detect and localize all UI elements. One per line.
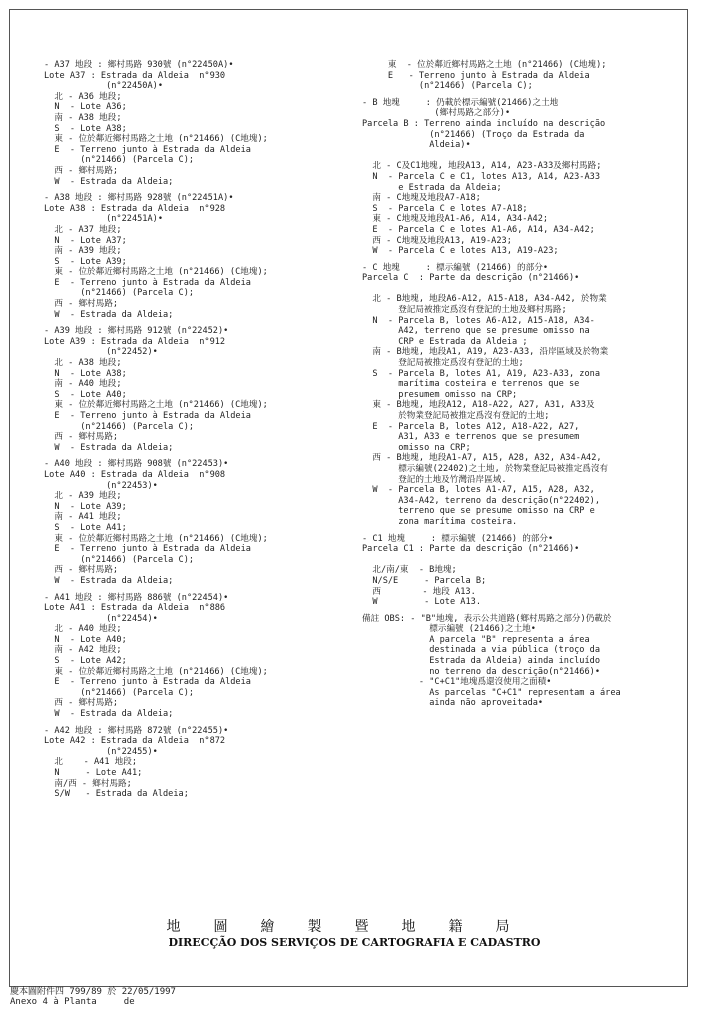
right-column-text-line: Aldeia)• (362, 140, 471, 151)
right-column-text-line: W - Lote A13. (362, 597, 481, 608)
right-column-text-line: 東 - 位於鄰近鄉村馬路之土地 (n°21466) (C地塊); (362, 60, 607, 70)
annex-line-1: 慶本圖附件四 799/89 於 22/05/1997 (10, 987, 176, 997)
right-column-text-line: Estrada da Aldeia) ainda incluído (362, 656, 600, 667)
left-column-text-line: 南 - A39 地段; (44, 246, 122, 257)
left-column-text-line: 西 - 鄉村馬路; (44, 565, 119, 576)
left-column-text-line: Lote A38 : Estrada da Aldeia n°928 (44, 203, 226, 214)
left-column-text-line: S - Lote A40; (44, 389, 127, 400)
right-column-text-line: presumem omisso na CRP; (362, 389, 518, 400)
left-column-text-line: 東 - 位於鄰近鄉村馬路之土地 (n°21466) (C地塊); (44, 533, 268, 544)
left-column-text-line: N - Lote A41; (44, 768, 143, 778)
left-column-text-line: 南 - A41 地段; (44, 512, 122, 523)
left-column-text-line: 西 - 鄉村馬路; (44, 299, 119, 310)
left-column-text-line: Lote A42 : Estrada da Aldeia n°872 (44, 736, 226, 747)
left-column-text-line: S - Lote A42; (44, 656, 127, 667)
right-column-section (362, 263, 682, 528)
left-column-text-line: E - Terreno junto à Estrada da Aldeia (44, 277, 251, 288)
left-column-text-line: Lote A37 : Estrada da Aldeia n°930 (44, 70, 226, 81)
left-column-text-line: N - Lote A37; (44, 235, 127, 246)
left-column-text-line: 北 - A41 地段; (44, 757, 138, 768)
right-column-text-line: CRP e Estrada da Aldeia ; (362, 336, 528, 347)
left-column-text-line: N - Lote A39; (44, 501, 127, 512)
left-column-text-line: 南 - A38 地段; (44, 112, 122, 123)
right-column-text-line: 標示編號(22402)之土地, 於物業登記局被推定爲沒有 (362, 463, 609, 474)
right-column-text-line: 備註 OBS: - "B"地塊, 表示公共道路(鄉村馬路之部分)仍載於 (362, 613, 612, 624)
left-column-text-line: 南 - A42 地段; (44, 645, 122, 656)
right-column-text-line: Parcela C : Parte da descrição (n°21466)• (362, 273, 580, 284)
left-column-text-line: (n°22451A)• (44, 214, 163, 225)
right-column-text-line: 西 - B地塊, 地段A1-A7, A15, A28, A32, A34-A42, (362, 453, 602, 464)
right-column-text-line: W - Parcela B, lotes A1-A7, A15, A28, A32, (362, 485, 595, 496)
right-column-text-line: As parcelas "C+C1" representam a área (362, 687, 621, 698)
left-column-text-line: (n°21466) (Parcela C); (44, 155, 195, 166)
agency-name-portuguese: DIRECÇÃO DOS SERVIÇOS DE CARTOGRAFIA E CADASTRO (168, 936, 541, 949)
left-column-text-line: E - Terreno junto à Estrada da Aldeia (44, 544, 251, 555)
left-column-text-line: - A37 地段 : 鄉村馬路 930號 (n°22450A)• (44, 60, 234, 70)
right-column-text-line: zona marítima costeira. (362, 516, 518, 527)
left-column-text-line: 北 - A40 地段; (44, 624, 122, 635)
left-column-text-line: W - Estrada da Aldeia; (44, 575, 174, 586)
left-column-text-line: W - Estrada da Aldeia; (44, 442, 174, 453)
left-column-text-line: E - Terreno junto à Estrada da Aldeia (44, 411, 251, 421)
right-column-text-line: N - Parcela C e C1, lotes A13, A14, A23-A33 (362, 171, 600, 182)
right-column-text-line: E - Parcela C e lotes A1-A6, A14, A34-A42; (362, 224, 595, 235)
right-column-text-line: terreno que se presume omisso na CRP e (362, 506, 595, 517)
right-column-text-line: (n°21466) (Parcela C); (362, 81, 533, 92)
left-column-text-line: 北 - A36 地段; (44, 91, 122, 102)
left-column-text-line: Lote A41 : Estrada da Aldeia n°886 (44, 603, 226, 614)
left-column-text-line: (n°22450A)• (44, 81, 163, 92)
left-column-text-line: - A41 地段 : 鄉村馬路 886號 (n°22454)• (44, 592, 229, 603)
right-column-section (362, 534, 682, 608)
left-column-text-line: W - Estrada da Aldeia; (44, 709, 174, 720)
left-column-text-line: S - Lote A41; (44, 522, 127, 533)
left-column-text-line: 南 - A40 地段; (44, 379, 122, 390)
left-column-text-line: (n°21466) (Parcela C); (44, 554, 195, 565)
right-column-text-line: (鄉村馬路之部分)• (362, 108, 511, 119)
right-column-text-line: 北 - C及C1地塊, 地段A13, A14, A23-A33及鄉村馬路; (362, 161, 602, 172)
left-column-section (44, 326, 344, 453)
left-column-text-line: (n°22455)• (44, 746, 158, 757)
right-column-text-line: 北 - B地塊, 地段A6-A12, A15-A18, A34-A42, 於物業 (362, 294, 607, 305)
right-column-text-line: W - Parcela C e lotes A13, A19-A23; (362, 246, 559, 257)
left-column-text-line: - A38 地段 : 鄉村馬路 928號 (n°22451A)• (44, 193, 234, 204)
left-column-text-line: N - Lote A40; (44, 634, 127, 645)
annex-line-2: Anexo 4 à Planta de (10, 997, 135, 1007)
left-column-text-line: 北 - A37 地段; (44, 224, 122, 235)
left-column-text-line: 西 - 鄉村馬路; (44, 165, 119, 176)
right-column-text-line: 西 - C地塊及地段A13, A19-A23; (362, 235, 512, 246)
right-column-text-line: - B 地塊 : 仍載於標示編號(21466)之土地 (362, 97, 559, 108)
right-column-text-line: - C1 地塊 : 標示編號 (21466) 的部分• (362, 533, 554, 544)
right-column-text-line: e Estrada da Aldeia; (362, 182, 502, 193)
right-column-text-line: - C 地塊 : 標示編號 (21466) 的部分• (362, 262, 548, 273)
right-column-text-line: N - Parcela B, lotes A6-A12, A15-A18, A34- (362, 315, 595, 326)
left-column-section (44, 60, 344, 187)
left-column-text-line: 東 - 位於鄰近鄉村馬路之土地 (n°21466) (C地塊); (44, 134, 268, 145)
left-column-text-line: (n°22454)• (44, 613, 158, 624)
right-column-text-line: 東 - C地塊及地段A1-A6, A14, A34-A42; (362, 214, 549, 225)
left-column-text-line: - A39 地段 : 鄉村馬路 912號 (n°22452)• (44, 326, 229, 337)
right-column-text-line: S - Parcela B, lotes A1, A19, A23-A33, zona (362, 368, 600, 379)
left-column-text-line: 東 - 位於鄰近鄉村馬路之土地 (n°21466) (C地塊); (44, 267, 268, 278)
right-column (362, 60, 682, 715)
left-column-text-line: S - Lote A39; (44, 256, 127, 267)
right-column-text-line: omisso na CRP; (362, 442, 471, 453)
right-column-text-line: A31, A33 e terrenos que se presumem (362, 432, 580, 443)
right-column-text-line: E - Parcela B, lotes A12, A18-A22, A27, (362, 421, 580, 432)
right-column-text-line (362, 151, 682, 162)
right-column-text-line: E - Terreno junto à Estrada da Aldeia (362, 70, 590, 81)
right-column-text-line: 登記局被推定爲沒有登記的土地及鄉村馬路; (362, 305, 567, 316)
right-column-text-line (362, 555, 682, 566)
left-column-text-line: 西 - 鄉村馬路; (44, 698, 119, 709)
right-column-text-line: Parcela C1 : Parte da descrição (n°21466)• (362, 544, 580, 555)
left-column-text-line: E - Terreno junto à Estrada da Aldeia (44, 144, 251, 155)
right-column-text-line: no terreno da descrição(n°21466)• (362, 666, 600, 677)
left-column-text-line: (n°22453)• (44, 480, 158, 491)
right-column-text-line: (n°21466) (Troço da Estrada da (362, 129, 585, 140)
right-column-text-line (362, 284, 682, 295)
left-column (44, 60, 344, 806)
right-column-text-line: N/S/E - Parcela B; (362, 575, 487, 586)
right-column-text-line: 登記的土地及竹灣沿岸區域. (362, 474, 507, 485)
agency-name-chinese: 地圖繪製暨地籍局 (166, 919, 543, 935)
right-column-text-line: Parcela B : Terreno ainda incluído na descrição (362, 118, 606, 129)
left-column-text-line: (n°22452)• (44, 347, 158, 358)
right-column-text-line: - "C+C1"地塊爲還沒使用之面積• (362, 677, 552, 688)
left-column-text-line: (n°21466) (Parcela C); (44, 288, 195, 299)
left-column-text-line: Lote A39 : Estrada da Aldeia n°912 (44, 336, 226, 347)
right-column-text-line: 標示編號 (21466)之土地• (362, 624, 536, 635)
left-column-text-line: N - Lote A38; (44, 368, 127, 379)
annex-reference (10, 987, 176, 1007)
left-column-text-line: N - Lote A36; (44, 102, 127, 113)
right-column-text-line: A34-A42, terreno da descrição(n°22402), (362, 495, 600, 506)
right-column-text-line: A42, terreno que se presume omisso na (362, 326, 590, 337)
right-column-text-line: 東 - B地塊, 地段A12, A18-A22, A27, A31, A33及 (362, 400, 595, 411)
left-column-text-line: E - Terreno junto à Estrada da Aldeia (44, 677, 251, 688)
right-column-text-line: 南 - C地塊及地段A7-A18; (362, 193, 481, 204)
left-column-text-line: (n°21466) (Parcela C); (44, 687, 195, 698)
right-column-text-line: 西 - 地段 A13. (362, 586, 476, 597)
left-column-text-line: W - Estrada da Aldeia; (44, 309, 174, 320)
left-column-text-line: 西 - 鄉村馬路; (44, 432, 119, 443)
left-column-text-line: 東 - 位於鄰近鄉村馬路之土地 (n°21466) (C地塊); (44, 400, 268, 411)
left-column-section (44, 193, 344, 320)
right-column-text-line: ainda não aproveitada• (362, 698, 544, 709)
left-column-text-line: S/W - Estrada da Aldeia; (44, 789, 189, 800)
right-column-text-line: A parcela "B" representa a área (362, 634, 590, 645)
left-column-text-line: 北 - A39 地段; (44, 491, 122, 502)
right-column-section (362, 614, 682, 709)
left-column-section (44, 593, 344, 720)
right-column-text-line: 於物業登記局被推定爲沒有登記的土地; (362, 411, 550, 421)
left-column-section (44, 726, 344, 800)
left-column-text-line: (n°21466) (Parcela C); (44, 421, 195, 432)
left-column-text-line: W - Estrada da Aldeia; (44, 176, 174, 187)
left-column-text-line: S - Lote A38; (44, 123, 127, 134)
right-column-text-line: 南 - B地塊, 地段A1, A19, A23-A33, 沿岸區域及於物業 (362, 347, 609, 358)
left-column-text-line: - A40 地段 : 鄉村馬路 908號 (n°22453)• (44, 459, 229, 470)
right-column-text-line: 登記局被推定爲沒有登記的土地; (362, 358, 524, 369)
left-column-text-line: Lote A40 : Estrada da Aldeia n°908 (44, 469, 226, 480)
left-column-section (44, 459, 344, 586)
right-column-text-line: 北/南/東 - B地塊; (362, 565, 457, 576)
right-column-section (362, 60, 682, 92)
right-column-section (362, 98, 682, 257)
left-column-text-line: 東 - 位於鄰近鄉村馬路之土地 (n°21466) (C地塊); (44, 666, 268, 677)
right-column-text-line: marítima costeira e terrenos que se (362, 379, 580, 390)
left-column-text-line: 南/西 - 鄉村馬路; (44, 778, 132, 789)
left-column-text-line: - A42 地段 : 鄉村馬路 872號 (n°22455)• (44, 725, 229, 736)
right-column-text-line: S - Parcela C e lotes A7-A18; (362, 203, 528, 214)
right-column-text-line: destinada a via pública (troço da (362, 645, 600, 656)
left-column-text-line: 北 - A38 地段; (44, 358, 122, 369)
